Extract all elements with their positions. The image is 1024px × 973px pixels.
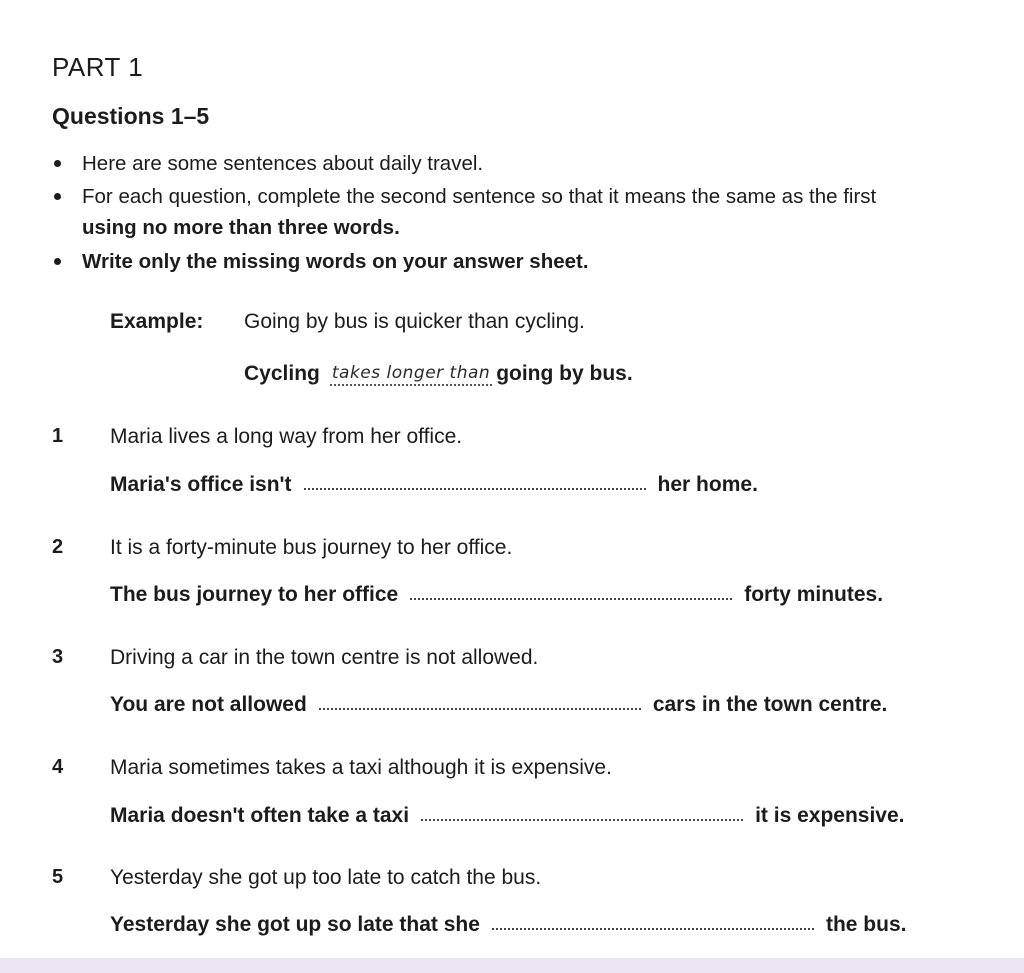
instruction-item xyxy=(52,181,1024,243)
question-sentence: Yesterday she got up too late to catch the bus. xyxy=(110,866,542,889)
question-answer-line xyxy=(110,693,887,717)
question-number: 5 xyxy=(52,866,64,888)
answer-suffix: it is expensive. xyxy=(755,804,905,827)
answer-prefix: Yesterday she got up so late that she xyxy=(110,913,480,936)
part-title: PART 1 xyxy=(52,52,144,82)
instruction-text: Here are some sentences about daily travel. xyxy=(82,152,484,175)
question-answer-line xyxy=(110,583,883,607)
question-sentence: Driving a car in the town centre is not allowed. xyxy=(110,646,539,669)
answer-suffix: the bus. xyxy=(825,913,907,936)
answer-prefix: You are not allowed xyxy=(110,693,307,716)
instructions-list xyxy=(52,148,1024,277)
answer-prefix: Maria's office isn't xyxy=(110,473,292,496)
answer-suffix: her home. xyxy=(657,473,758,496)
example-answer-suffix: going by bus. xyxy=(496,362,633,385)
bullet-icon xyxy=(54,258,61,265)
instruction-text-bold: using no more than three words. xyxy=(82,216,400,239)
question-sentence: Maria lives a long way from her office. xyxy=(110,425,463,448)
question-number: 4 xyxy=(52,756,64,778)
answer-blank[interactable] xyxy=(304,476,646,490)
question-number: 2 xyxy=(52,536,64,558)
answer-prefix: Maria doesn't often take a taxi xyxy=(110,804,410,827)
bullet-icon xyxy=(54,193,61,200)
question-answer-line xyxy=(110,913,906,937)
instruction-text: Write only the missing words on your answer sheet. xyxy=(82,250,589,273)
question-sentence: It is a forty-minute bus journey to her office. xyxy=(110,536,513,559)
example-sentence: Going by bus is quicker than cycling. xyxy=(244,310,585,333)
answer-blank[interactable] xyxy=(421,807,743,821)
instruction-item xyxy=(52,148,1024,179)
question-answer-line xyxy=(110,804,905,828)
answer-suffix: forty minutes. xyxy=(744,583,884,606)
example-label: Example: xyxy=(110,310,204,333)
bullet-icon xyxy=(54,160,61,167)
example-answer-prefix: Cycling xyxy=(244,362,320,385)
instruction-text: For each question, complete the second sentence so that it means the same as the first xyxy=(82,185,877,208)
questions-heading: Questions 1–5 xyxy=(52,103,210,129)
example-answer-filled: takes longer than xyxy=(330,363,492,386)
question-sentence: Maria sometimes takes a taxi although it is expensive. xyxy=(110,756,612,779)
question-number: 3 xyxy=(52,646,64,668)
answer-blank[interactable] xyxy=(319,696,641,710)
answer-suffix: cars in the town centre. xyxy=(652,693,888,716)
answer-blank[interactable] xyxy=(492,916,814,930)
answer-blank[interactable] xyxy=(410,586,732,600)
answer-prefix: The bus journey to her office xyxy=(110,583,399,606)
question-number: 1 xyxy=(52,425,64,447)
instruction-item xyxy=(52,246,1024,277)
bottom-edge-strip xyxy=(0,958,1024,973)
question-answer-line xyxy=(110,473,758,497)
example-answer xyxy=(244,362,633,388)
